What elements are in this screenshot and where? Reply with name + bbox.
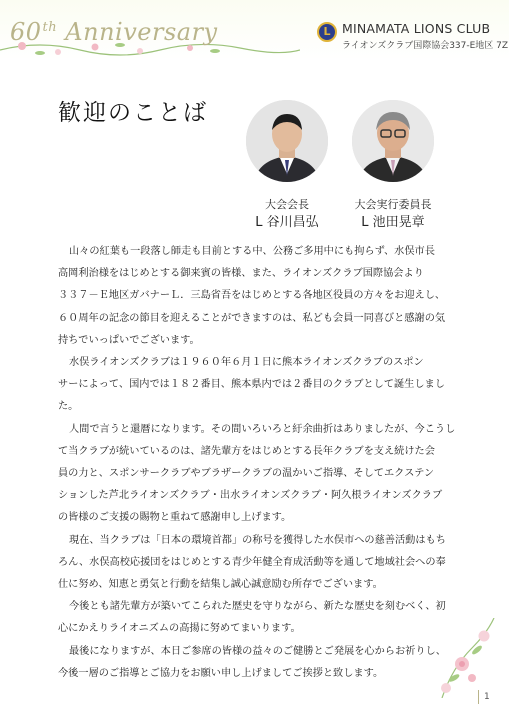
person-2-role: 大会実行委員長 (354, 198, 432, 211)
anniversary-title (10, 18, 218, 46)
body-line: 最後になりますが、本日ご参席の皆様の益々のご健勝とご発展を心からお祈りし、 (69, 645, 446, 657)
body-line: 現在、当クラブは「日本の環境首都」の称号を獲得した水俣市への慈善活動はもち (69, 534, 446, 546)
body-line: 人間で言うと還暦になります。その間いろいろと紆余曲折はありましたが、今こうし (69, 423, 456, 435)
body-line: ３３７－Ｅ地区ガバナーＬ．三島省吾をはじめとする各地区役員の方々をお迎えし、 (58, 290, 446, 302)
person-2-name: L 池田晃章 (361, 215, 425, 230)
portrait-photo-1 (246, 100, 328, 182)
portrait-photo-2 (352, 100, 434, 182)
body-line: 持ちでいっぱいでございます。 (58, 334, 200, 346)
body-line: 今後一層のご指導とご協力をお願い申し上げましてご挨拶と致します。 (58, 667, 384, 679)
body-line: 水俣ライオンズクラブは１９６０年６月１日に熊本ライオンズクラブのスポン (69, 357, 424, 369)
welcome-message-body (58, 241, 458, 685)
page-header (0, 0, 509, 60)
body-line: 員の力と、スポンサークラブやブラザークラブの温かいご指導、そしてエクステン (58, 468, 435, 480)
district-label: ライオンズクラブ国際協会337-E地区 7Z (342, 41, 509, 51)
flower-decoration (432, 618, 502, 698)
person-1-name: L 谷川昌弘 (255, 215, 319, 230)
body-line: て当クラブが続いているのは、諸先輩方をはじめとする長年クラブを支え続けた会 (58, 445, 435, 457)
anniversary-number: 60 (10, 18, 42, 46)
anniversary-word: Anniversary (65, 18, 218, 46)
person-1-role: 大会会長 (265, 198, 309, 211)
lions-club-logo-icon (317, 22, 337, 42)
page-title: 歓迎のことば (58, 100, 208, 126)
body-line: 仕に努め、知恵と勇気と行動を結集し誠心誠意励む所存でございます。 (58, 579, 383, 591)
body-line: ６０周年の記念の節目を迎えることができますのは、私ども会員一同喜びと感謝の気 (58, 312, 446, 324)
body-line: 高岡利治様をはじめとする御来賓の皆様、また、ライオンズクラブ国際協会より (58, 268, 424, 280)
anniversary-suffix: th (42, 20, 58, 35)
page-number: 1 (478, 690, 490, 704)
body-line: ションした芦北ライオンズクラブ・出水ライオンズクラブ・阿久根ライオンズクラブ (58, 490, 443, 502)
body-line: ろん、水俣高校応援団をはじめとする青少年健全育成活動等を通して地域社会への奉 (58, 556, 446, 568)
body-line: た。 (58, 401, 79, 413)
body-line: サーによって、国内では１８２番目、熊本県内では２番目のクラブとして誕生しまし (58, 379, 445, 391)
club-name: MINAMATA LIONS CLUB (342, 21, 491, 36)
body-line: 今後とも諸先輩方が築いてこられた歴史を守りながら、新たな歴史を刻むべく、初 (69, 601, 446, 613)
body-line: 山々の紅葉も一段落し師走も目前とする中、公務ご多用中にも拘らず、水俣市長 (69, 246, 435, 257)
body-line: 心にかえりライオニズムの高揚に努めてまいります。 (58, 623, 301, 635)
body-line: の皆様のご支援の賜物と重ねて感謝申し上げます。 (58, 512, 292, 524)
